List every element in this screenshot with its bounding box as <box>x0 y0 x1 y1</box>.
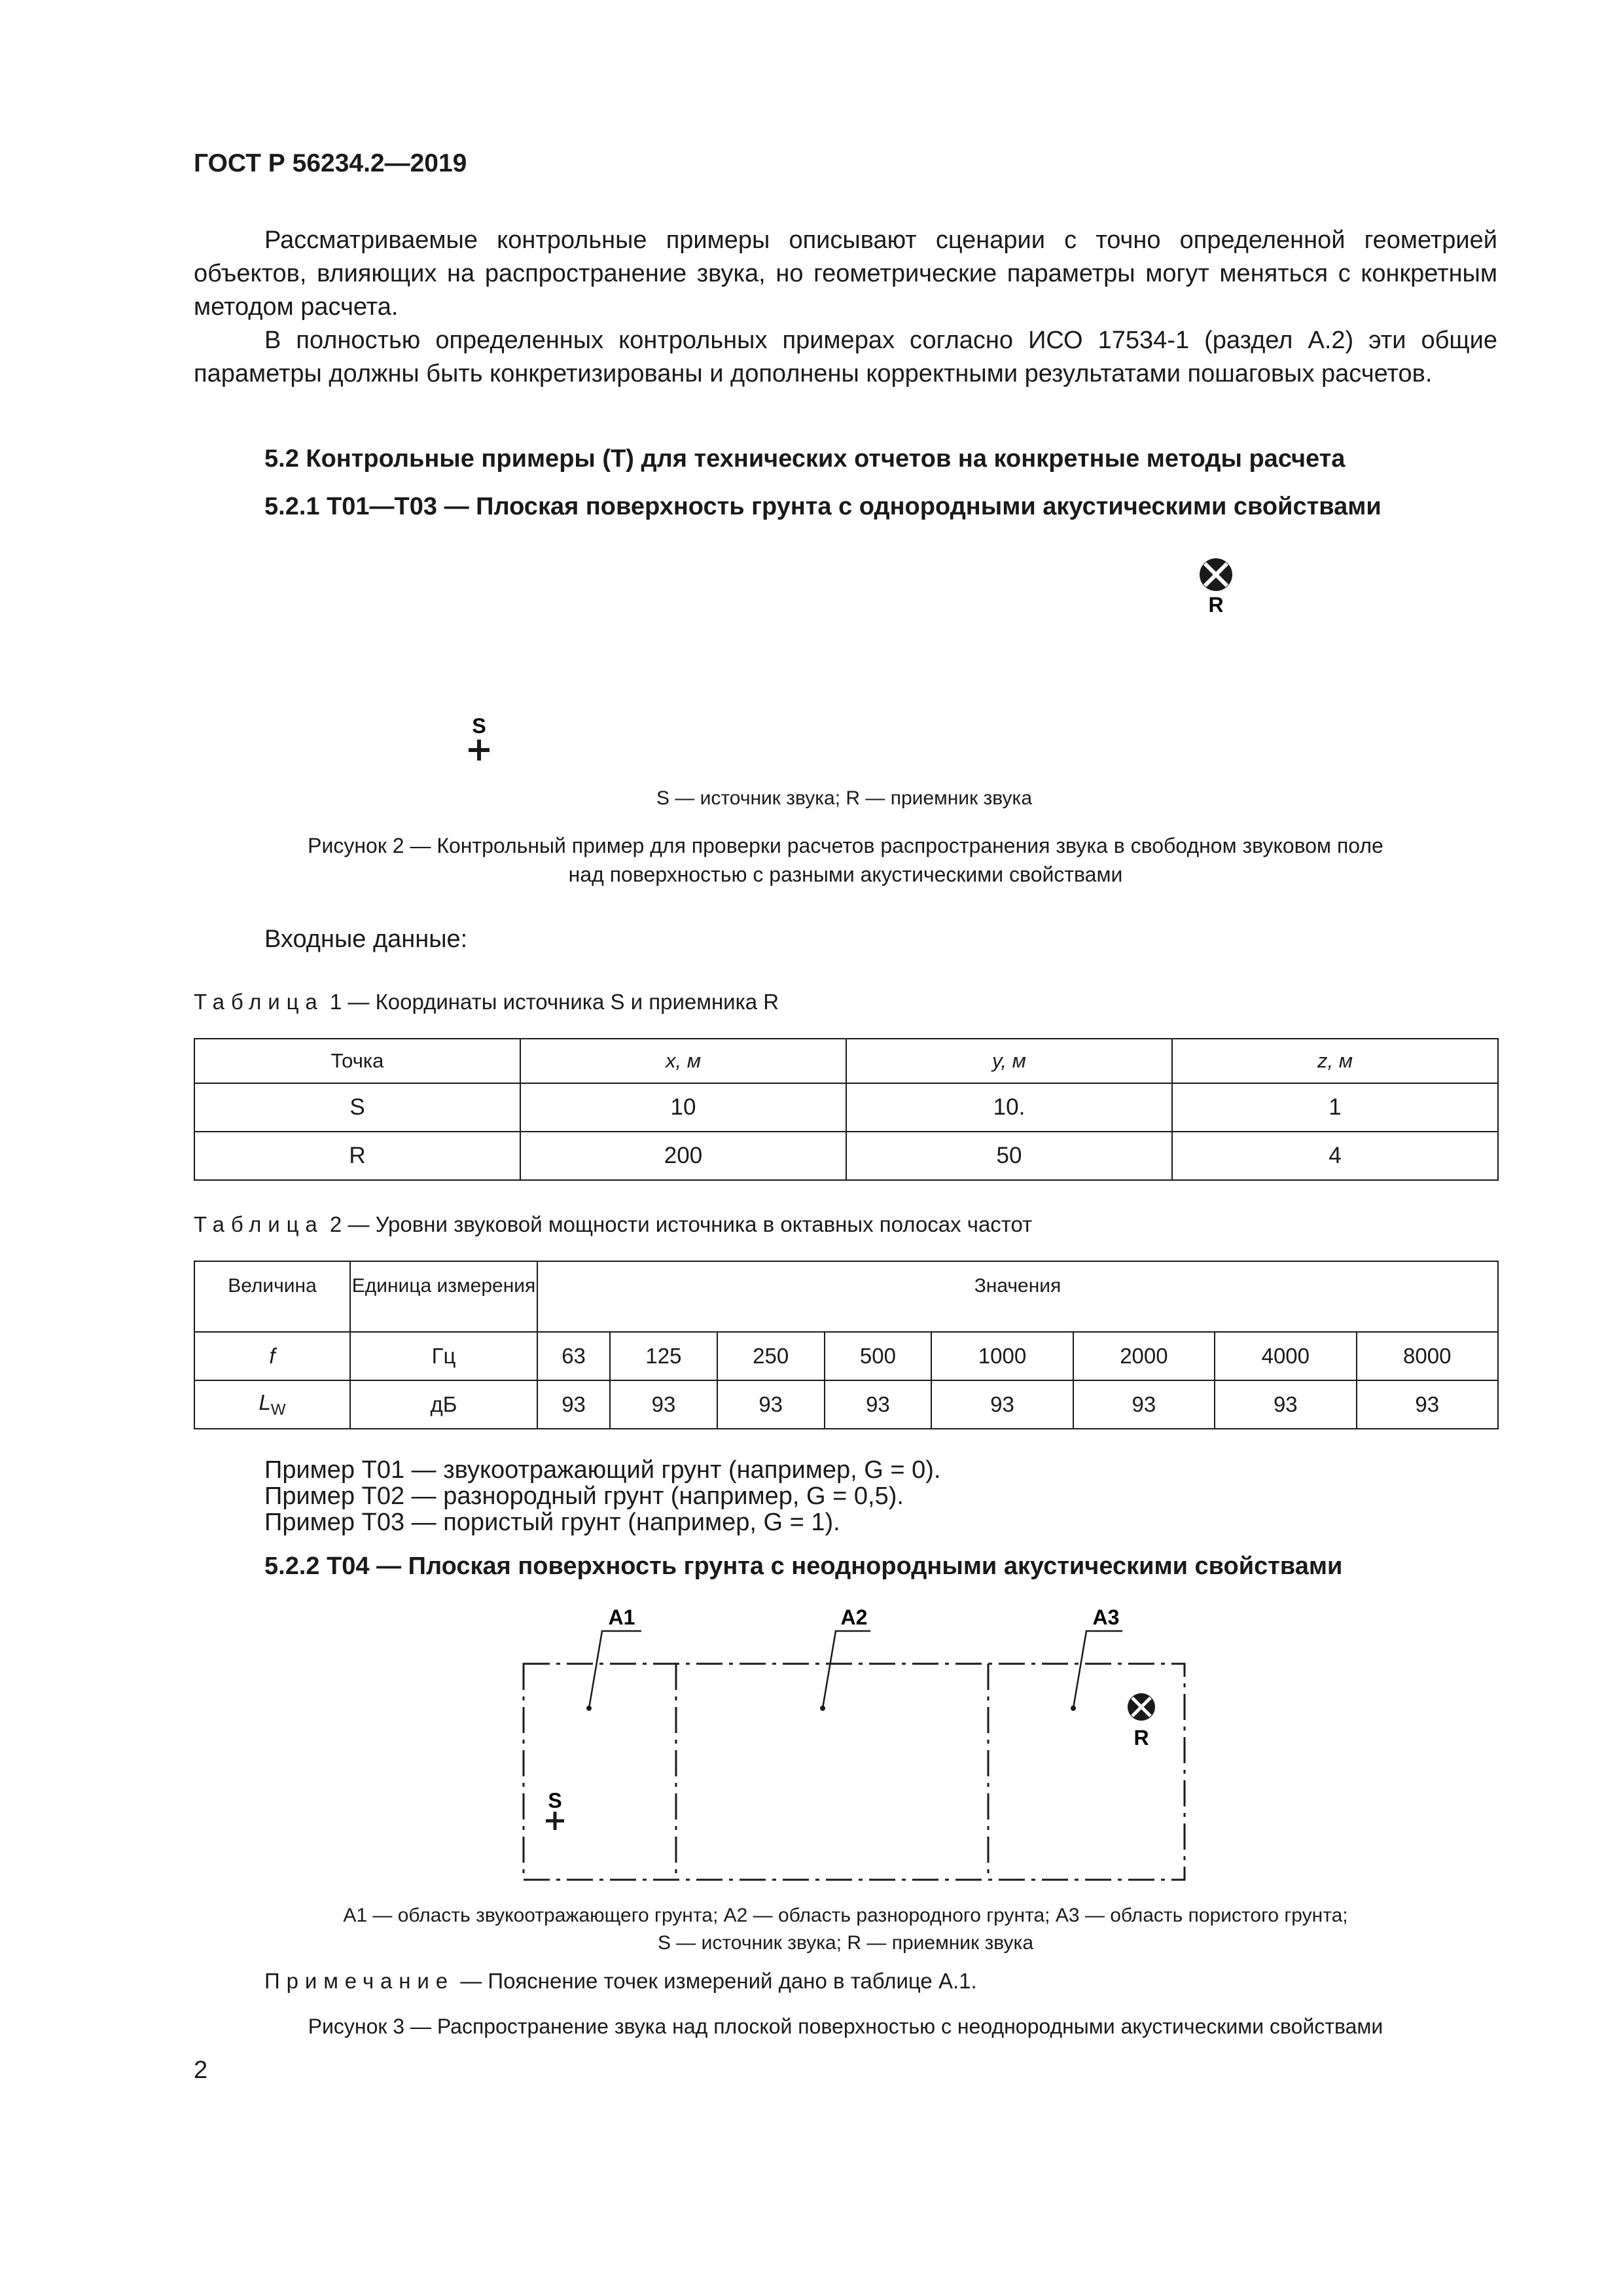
table-cell: 50 <box>846 1132 1172 1180</box>
table-cell: 10 <box>520 1083 846 1132</box>
intro-paragraph-1: Рассматриваемые контрольные примеры описывают сценарии с точно определенной геометрией объектов, влияющих на распространение звука, но геометрические параметры могут меняться с конкретным методом расчета. <box>194 226 1497 321</box>
table-cell: 4000 <box>1215 1332 1356 1380</box>
table-cell <box>194 1380 350 1429</box>
area-dots <box>586 1706 1076 1711</box>
input-data-label: Входные данные: <box>264 925 468 953</box>
lw-subscript: W <box>270 1401 286 1419</box>
table-1-header-row <box>194 1039 1498 1083</box>
table-cell: 2000 <box>1073 1332 1215 1380</box>
lw-symbol: L <box>259 1390 271 1414</box>
section-5-2-2-title: 5.2.2 Т04 — Плоская поверхность грунта с неоднородными акустическими свойствами <box>264 1552 1343 1580</box>
table-1-caption <box>194 990 779 1014</box>
table-cell: f <box>194 1332 350 1380</box>
section-5-2-1-title: 5.2.1 Т01—Т03 — Плоская поверхность грунта с однородными акустическими свойствами <box>264 493 1382 520</box>
intro-text <box>194 224 1497 391</box>
intro-paragraph-2: В полностью определенных контрольных примерах согласно ИСО 17534-1 (раздел А.2) эти общие параметры должны быть конкретизированы и дополнены корректными результатами пошаговых расчетов. <box>194 327 1497 387</box>
table-1-header-point: Точка <box>194 1039 520 1083</box>
table-cell: 93 <box>1357 1380 1498 1429</box>
table-1-header-z: z, м <box>1172 1039 1498 1083</box>
figure-3-legend-line-2: S — источник звука; R — приемник звука <box>657 1932 1034 1954</box>
table-cell: 93 <box>931 1380 1073 1429</box>
table-2-caption <box>194 1212 1032 1237</box>
table-cell: 125 <box>610 1332 717 1380</box>
figure-3-note <box>264 1969 977 1994</box>
table-cell: дБ <box>350 1380 537 1429</box>
table-1 <box>194 1038 1499 1181</box>
table-cell: 93 <box>1073 1380 1215 1429</box>
receiver-icon <box>1200 558 1232 591</box>
table-cell: 93 <box>610 1380 717 1429</box>
figure-2-caption <box>194 831 1497 889</box>
source-icon <box>546 1812 564 1830</box>
table-2-header-values: Значения <box>537 1261 1498 1332</box>
example-t02: Пример Т02 — разнородный грунт (например, G = 0,5). <box>264 1482 904 1510</box>
figure-2-diagram <box>0 543 1623 805</box>
figure-2-caption-line-2: над поверхностью с разными акустическими свойствами <box>568 863 1123 886</box>
table-cell: R <box>194 1132 520 1180</box>
table-2 <box>194 1261 1499 1429</box>
area-label-a3: А3 <box>1092 1605 1120 1629</box>
table-1-caption-text: 1 — Координаты источника S и приемника R <box>329 990 779 1014</box>
note-prefix: Примечание <box>264 1969 455 1993</box>
note-text: — Пояснение точек измерений дано в таблице А.1. <box>460 1969 977 1993</box>
area-label-a2: А2 <box>840 1605 868 1629</box>
table-2-header-row <box>194 1261 1498 1332</box>
example-t03: Пример Т03 — пористый грунт (например, G = 1). <box>264 1509 840 1536</box>
source-icon <box>469 740 490 761</box>
example-t01: Пример Т01 — звукоотражающий грунт (например, G = 0). <box>264 1456 941 1484</box>
figure-3-caption: Рисунок 3 — Распространение звука над плоской поверхностью с неоднородными акустическими свойствами <box>308 2015 1383 2038</box>
examples-list <box>264 1457 940 1535</box>
receiver-label: R <box>1133 1726 1149 1749</box>
table-2-header-unit: Единица измерения <box>350 1261 537 1332</box>
table-row <box>194 1083 1498 1132</box>
table-2-caption-text: 2 — Уровни звуковой мощности источника в октавных полосах частот <box>329 1212 1033 1236</box>
table-1-caption-prefix: Таблица <box>194 990 324 1014</box>
source-label: S <box>548 1789 562 1812</box>
figure-2-caption-line-1: Рисунок 2 — Контрольный пример для проверки расчетов распространения звука в свободном звуковом поле <box>308 834 1383 857</box>
area-boundaries <box>524 1664 1185 1880</box>
receiver-icon <box>1128 1693 1155 1721</box>
table-cell: 1 <box>1172 1083 1498 1132</box>
document-code: ГОСТ Р 56234.2—2019 <box>194 149 467 177</box>
table-1-header-y: y, м <box>846 1039 1172 1083</box>
area-label-a1: А1 <box>608 1605 635 1629</box>
table-cell: 93 <box>1215 1380 1356 1429</box>
table-row <box>194 1380 1498 1429</box>
page-number: 2 <box>194 2056 208 2084</box>
receiver-label: R <box>1208 593 1224 617</box>
figure-3-diagram <box>0 1597 1623 1892</box>
figure-3-legend <box>194 1902 1497 1957</box>
table-cell: 500 <box>825 1332 932 1380</box>
table-2-caption-prefix: Таблица <box>194 1212 324 1236</box>
table-cell: 93 <box>825 1380 932 1429</box>
table-cell: S <box>194 1083 520 1132</box>
table-1-header-x: x, м <box>520 1039 846 1083</box>
table-2-header-quantity: Величина <box>194 1261 350 1332</box>
table-row <box>194 1332 1498 1380</box>
table-cell: 93 <box>537 1380 610 1429</box>
table-cell: 8000 <box>1357 1332 1498 1380</box>
table-cell: 10. <box>846 1083 1172 1132</box>
table-cell: 1000 <box>931 1332 1073 1380</box>
table-cell: 250 <box>717 1332 825 1380</box>
table-cell: 63 <box>537 1332 610 1380</box>
figure-2-legend: S — источник звука; R — приемник звука <box>656 787 1033 809</box>
source-label: S <box>472 714 486 738</box>
table-cell: 200 <box>520 1132 846 1180</box>
section-5-2-title: 5.2 Контрольные примеры (Т) для технических отчетов на конкретные методы расчета <box>264 445 1346 473</box>
table-cell: Гц <box>350 1332 537 1380</box>
table-row <box>194 1132 1498 1180</box>
figure-3-legend-line-1: А1 — область звукоотражающего грунта; А2 — область разнородного грунта; А3 — область пористого грунта; <box>343 1905 1348 1926</box>
area-leaders <box>589 1631 1122 1708</box>
table-cell: 4 <box>1172 1132 1498 1180</box>
table-cell: 93 <box>717 1380 825 1429</box>
